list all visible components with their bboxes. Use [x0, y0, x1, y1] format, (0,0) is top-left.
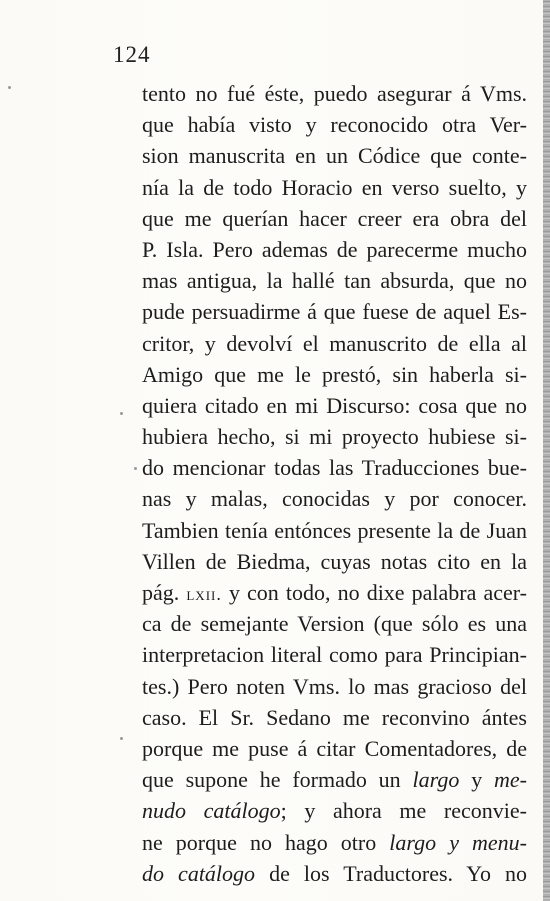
- text-segment: lxii.: [186, 584, 222, 604]
- text-segment: P. Isla. Pero ademas de parecerme mucho: [142, 236, 527, 262]
- page-number: 124: [113, 42, 151, 67]
- text-segment: ; y ahora me reconvie-: [280, 798, 527, 824]
- text-segment: tento no fué éste, puedo asegurar á Vms.: [142, 81, 527, 106]
- text-line: [142, 702, 527, 733]
- text-segment: pude persuadirme á que fuese de aquel Es-: [142, 299, 527, 325]
- text-line: [142, 795, 527, 826]
- paper-speck: [8, 86, 11, 89]
- text-line: [142, 140, 527, 171]
- text-line: [142, 608, 527, 639]
- text-line: [142, 671, 527, 702]
- text-segment: Amigo que me le prestó, sin haberla si-: [142, 361, 527, 387]
- text-line: [142, 546, 527, 577]
- paper-speck: [120, 737, 123, 740]
- text-line: [142, 421, 527, 452]
- text-segment: que había visto y reconocido otra Ver-: [142, 112, 527, 138]
- text-segment: mas antigua, la hallé tan absurda, que no: [142, 268, 527, 294]
- text-segment: que supone he formado un: [142, 767, 413, 793]
- text-line: [142, 234, 527, 265]
- text-line: [142, 296, 527, 327]
- text-line: [142, 78, 527, 109]
- text-line: [142, 515, 527, 546]
- text-segment: largo y menu-: [389, 829, 527, 855]
- text-line: [142, 577, 527, 608]
- text-segment: y: [459, 767, 495, 793]
- text-line: [142, 764, 527, 795]
- text-line: [142, 733, 527, 764]
- text-line: [142, 827, 527, 858]
- text-segment: Tambien tenía entónces presente la de Juan: [142, 517, 527, 543]
- text-segment: ne porque no hago otro: [142, 829, 390, 855]
- text-segment: critor, y devolví el manuscrito de ella al: [142, 330, 527, 356]
- text-segment: nudo catálogo: [142, 798, 281, 824]
- text-line: [142, 639, 527, 670]
- paper-speck: [120, 412, 123, 415]
- paper-speck: [134, 467, 137, 470]
- body-text: [142, 78, 527, 889]
- text-line: [142, 109, 527, 140]
- text-segment: do catálogo: [142, 860, 256, 886]
- text-line: [142, 359, 527, 390]
- text-segment: de los Traductores. Yo no: [255, 860, 527, 886]
- text-segment: nía la de todo Horacio en verso suelto, y: [142, 174, 527, 200]
- text-segment: do mencionar todas las Traducciones bue-: [142, 455, 527, 481]
- text-segment: me-: [494, 767, 528, 793]
- text-segment: quiera citado en mi Discurso: cosa que no: [142, 392, 527, 418]
- text-line: [142, 328, 527, 359]
- text-segment: que me querían hacer creer era obra del: [142, 205, 527, 231]
- text-segment: porque me puse á citar Comentadores, de: [142, 735, 527, 761]
- text-line: [142, 172, 527, 203]
- text-segment: tes.) Pero noten Vms. lo mas gracioso del: [142, 673, 527, 699]
- page-edge: [543, 0, 550, 901]
- text-segment: ca de semejante Version (que sólo es una: [142, 611, 527, 637]
- text-line: [142, 203, 527, 234]
- text-segment: largo: [412, 767, 460, 793]
- text-segment: nas y malas, conocidas y por conocer.: [142, 486, 527, 512]
- text-line: [142, 858, 527, 889]
- text-segment: Villen de Biedma, cuyas notas cito en la: [142, 548, 527, 574]
- text-segment: interpretacion literal como para Principian-: [142, 642, 527, 668]
- text-segment: y con todo, no dixe palabra acer-: [221, 580, 527, 605]
- text-line: [142, 390, 527, 421]
- text-line: [142, 483, 527, 514]
- text-segment: sion manuscrita en un Códice que conte-: [142, 143, 527, 169]
- text-segment: hubiera hecho, si mi proyecto hubiese si-: [142, 424, 527, 450]
- text-line: [142, 452, 527, 483]
- text-segment: pág.: [142, 580, 187, 605]
- text-segment: caso. El Sr. Sedano me reconvino ántes: [142, 704, 527, 730]
- text-line: [142, 265, 527, 296]
